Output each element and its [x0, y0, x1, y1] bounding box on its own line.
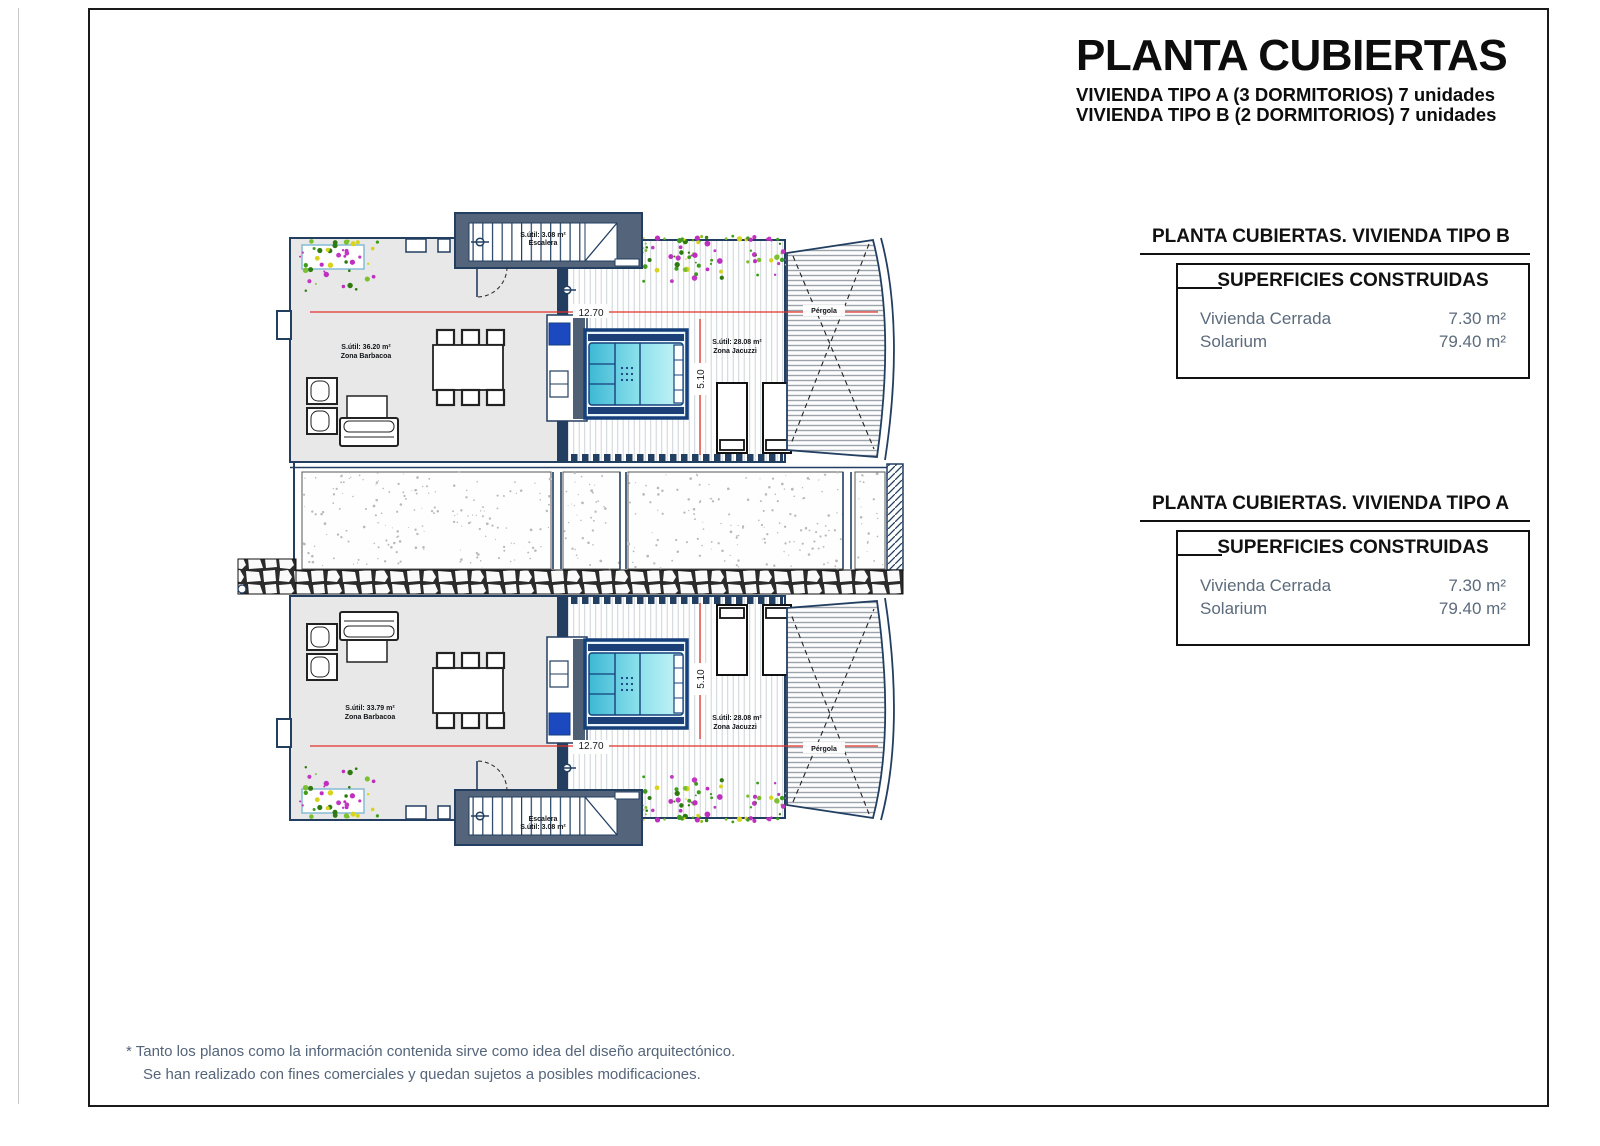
rock-cluster	[238, 559, 296, 594]
floor-plan	[230, 193, 910, 853]
pergola-label: Pérgola	[811, 308, 837, 315]
disclaimer-line-1: * Tanto los planos como la información contenida sirve como idea del diseño arquitectónico.	[126, 1043, 736, 1060]
unit-graphics	[277, 213, 894, 462]
chair	[437, 390, 454, 405]
hatched-block	[887, 464, 903, 570]
stairs-name-label: Escalera	[528, 816, 558, 823]
disclaimer	[126, 1041, 735, 1086]
table-row	[1178, 308, 1528, 331]
height-dimension: 5.10	[696, 369, 707, 389]
chair	[487, 390, 504, 405]
chair	[462, 390, 479, 405]
stone-wall-band	[240, 570, 903, 594]
barbacoa-area-label: S.útil: 36.20 m²	[341, 344, 391, 351]
table-title: PLANTA CUBIERTAS. VIVIENDA TIPO B	[1152, 226, 1510, 247]
stairs-name-label: Escalera	[528, 240, 558, 247]
kitchen-block	[547, 315, 587, 421]
jacuzzi-name-label: Zona Jacuzzi	[713, 724, 757, 731]
jacuzzi	[585, 330, 687, 418]
table-rule	[1140, 253, 1530, 255]
stairs-area-label: S.útil: 3.08 m²	[520, 824, 566, 831]
chair	[462, 330, 479, 345]
surface-table-tipo-b	[1140, 226, 1530, 379]
row-value: 7.30 m²	[1448, 309, 1506, 328]
row-label: Solarium	[1200, 598, 1268, 618]
chair	[437, 330, 454, 345]
table-stub-line	[1176, 287, 1222, 289]
pergola	[787, 238, 894, 460]
width-dimension: 12.70	[578, 308, 604, 319]
wall-pillar	[438, 239, 450, 252]
disclaimer-line-2: Se han realizado con fines comerciales y quedan sujetos a posibles modificaciones.	[143, 1065, 701, 1083]
central-walkway	[238, 462, 903, 594]
barbacoa-name-label: Zona Barbacoa	[340, 353, 392, 360]
jacuzzi-name-label: Zona Jacuzzi	[713, 348, 757, 355]
stairs-area-label: S.útil: 3.08 m²	[520, 232, 566, 239]
barbacoa-area-label: S.útil: 33.79 m²	[345, 705, 395, 712]
table-row	[1178, 331, 1528, 354]
row-value: 79.40 m²	[1438, 598, 1506, 618]
row-value: 79.40 m²	[1438, 331, 1506, 351]
surface-table-tipo-a	[1140, 493, 1530, 646]
table-header: SUPERFICIES CONSTRUIDAS	[1217, 537, 1489, 558]
jacuzzi-area-label: S.útil: 28.08 m²	[712, 715, 762, 722]
table-rule	[1140, 520, 1530, 522]
page-edge-line	[18, 8, 19, 1104]
table-rows	[1178, 308, 1528, 354]
table-box	[1176, 530, 1530, 646]
sheet-title: PLANTA CUBIERTAS	[1076, 31, 1508, 80]
dining-table	[433, 345, 503, 390]
row-label: Vivienda Cerrada	[1200, 309, 1332, 328]
width-dimension: 12.70	[578, 741, 604, 752]
wall-niche	[277, 311, 291, 339]
table-stub-line	[1176, 554, 1222, 556]
sheet-subtitle-a: VIVIENDA TIPO A (3 DORMITORIOS) 7 unidades	[1076, 84, 1496, 106]
table-header: SUPERFICIES CONSTRUIDAS	[1217, 270, 1489, 291]
pergola-label: Pérgola	[811, 746, 837, 753]
table-rows	[1178, 575, 1528, 621]
chair	[487, 330, 504, 345]
deck-edge-band	[565, 454, 783, 462]
paved-panel	[855, 472, 885, 569]
height-dimension: 5.10	[696, 669, 707, 689]
row-value: 7.30 m²	[1448, 576, 1506, 595]
table-row	[1178, 575, 1528, 598]
survey-marker	[238, 585, 246, 593]
title-block	[1076, 33, 1512, 124]
wall-pillar	[406, 239, 426, 252]
table-row	[1178, 598, 1528, 621]
table-box	[1176, 263, 1530, 379]
paved-panel	[628, 472, 843, 569]
table-title: PLANTA CUBIERTAS. VIVIENDA TIPO A	[1152, 493, 1510, 514]
row-label: Vivienda Cerrada	[1200, 576, 1332, 595]
sheet-subtitle-b: VIVIENDA TIPO B (2 DORMITORIOS) 7 unidades	[1076, 103, 1497, 125]
paved-panel	[563, 472, 620, 569]
sun-lounger	[717, 383, 747, 453]
jacuzzi-area-label: S.útil: 28.08 m²	[712, 339, 762, 346]
row-label: Solarium	[1200, 331, 1268, 351]
barbacoa-name-label: Zona Barbacoa	[344, 714, 396, 721]
